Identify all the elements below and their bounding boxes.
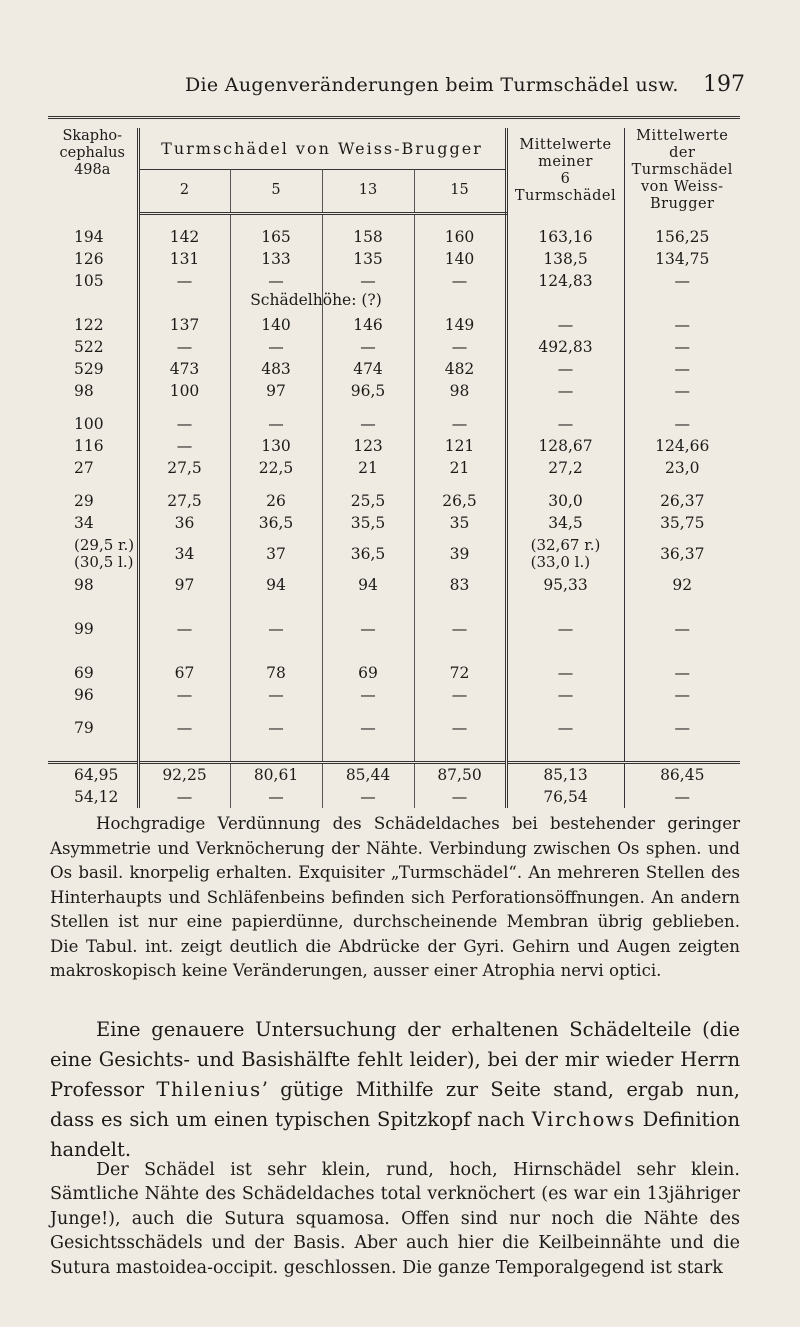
table-cell: 94 [230,574,322,596]
table-row-left-right [48,534,740,574]
table-row [48,762,740,786]
table-cell: — [674,381,690,400]
table-cell: 78 [230,662,322,684]
table-cell: — [138,618,230,640]
table-cell: — [674,414,690,433]
page-number: 197 [703,72,745,97]
table-cell: 140 [414,248,506,270]
table-row [48,435,740,457]
table-cell: — [230,717,322,739]
table-row [48,226,740,248]
table-cell: 39 [414,534,506,574]
table-cell: — [506,413,624,435]
table-cell: 98 [414,380,506,402]
table-row [48,248,740,270]
table-row [48,490,740,512]
table-cell: 135 [322,248,414,270]
table-cell: 22,5 [230,457,322,479]
table-cell: 98 [48,574,138,596]
table-cell: — [506,314,624,336]
table-cell: 473 [138,358,230,380]
table-cell: 83 [414,574,506,596]
table-cell: — [322,413,414,435]
table-row [48,662,740,684]
table-cell: 36,5 [322,534,414,574]
table-cell: 27,2 [506,457,624,479]
table-row [48,380,740,402]
section-label-schaedelhoehe: Schädelhöhe: (?) [250,290,382,309]
table-cell: 26,37 [660,491,705,510]
table-cell: 138,5 [506,248,624,270]
table-cell: — [674,619,690,638]
table-row [48,574,740,596]
paragraph-skull-description [50,1140,740,1298]
table-cell: 35,5 [322,512,414,534]
table-cell: 96,5 [322,380,414,402]
table-cell: — [674,663,690,682]
table-cell: — [138,435,230,457]
table-cell: — [506,717,624,739]
table-cell: 158 [322,226,414,248]
table-cell: 30,0 [506,490,624,512]
table-cell: 126 [48,248,138,270]
table-cell: 483 [230,358,322,380]
table-cell: — [674,718,690,737]
table-cell: 27,5 [138,457,230,479]
table-cell: 100 [48,413,138,435]
table-cell: — [230,336,322,358]
table-cell: 36 [138,512,230,534]
table-cell: 529 [48,358,138,380]
table-cell: — [414,336,506,358]
table-cell: 69 [322,662,414,684]
table-cell: — [506,358,624,380]
table-cell: 123 [322,435,414,457]
table-cell: — [674,685,690,704]
section-label-row [48,292,740,314]
table-cell: 522 [48,336,138,358]
table-cell: — [506,380,624,402]
table-cell: 86,45 [624,762,740,786]
table-row [48,618,740,640]
table-cell: — [322,618,414,640]
table-cell: 133 [230,248,322,270]
table-cell: 34 [48,512,138,534]
table-cell: — [674,315,690,334]
table-cell: 105 [48,270,138,292]
table-cell: 69 [48,662,138,684]
table-cell: 85,44 [322,762,414,786]
table-cell: 36,5 [230,512,322,534]
table-cell: — [414,413,506,435]
table-cell: 124,83 [506,270,624,292]
table-cell: 121 [414,435,506,457]
table-cell: 67 [138,662,230,684]
table-row [48,413,740,435]
table-cell: 98 [48,380,138,402]
table-cell: 87,50 [414,762,506,786]
table-cell: — [230,786,322,808]
table-cell: 492,83 [506,336,624,358]
table-cell: — [138,270,230,292]
table-cell: 37 [230,534,322,574]
paragraph-3: Der Schädel ist sehr klein, rund, hoch, Hirnschädel sehr klein. Sämtliche Nähte des Schädeldaches total verknöchert (es war ein 13jähriger Junge!), auch die Sutura squamosa. Offen sind nur noch die Nähte des Gesichtsschädels und der Basis. Aber auch hier die Keilbeinnähte und die Sutura mastoidea-occipit. geschlossen. Die ganze Temporalgegend ist stark [50,1159,740,1278]
table-cell: — [414,786,506,808]
table-cell: — [322,684,414,706]
table-cell: 27 [48,457,138,479]
table-cell: 54,12 [48,786,138,808]
table-cell: 35 [414,512,506,534]
table-cell: — [138,717,230,739]
table-cell: 23,0 [664,458,700,477]
paragraph-2: Eine genauere Untersuchung der erhaltenen Schädelteile (die eine Gesichts- und Basishälfte fehlt leider), bei der mir wieder Herrn Professor Thilenius’ gütige Mithilfe zur Seite stand, ergab nun, dass es sich um einen typischen Spitzkopf nach Virchows Definition handelt. [50,1018,741,1161]
stacked-values: (32,67 r.) (33,0 l.) [530,535,601,571]
table-cell: — [506,662,624,684]
table-cell: 97 [138,574,230,596]
table-cell: 80,61 [230,762,322,786]
table-cell: 34,5 [506,512,624,534]
subheader-2: 2 [138,170,230,213]
stacked-values: (29,5 r.) (30,5 l.) [74,535,135,571]
table-cell: — [322,270,414,292]
table-cell: — [506,618,624,640]
table-cell: 149 [414,314,506,336]
subheader-15: 15 [414,170,506,213]
table-cell: 76,54 [506,786,624,808]
table-cell: 100 [138,380,230,402]
table-cell: — [674,787,690,806]
header-skaphocephalus: Skapho- cephalus 498a [48,128,138,213]
table-cell: 72 [414,662,506,684]
table-cell: 194 [48,226,138,248]
table-cell: 26 [230,490,322,512]
table-cell: 95,33 [506,574,624,596]
table-cell: — [138,786,230,808]
table-cell: 134,75 [655,249,710,268]
table-cell: 165 [230,226,322,248]
table-cell: — [230,413,322,435]
header-turmschaedel-group: Turmschädel von Weiss-Brugger [138,128,506,170]
subheader-13: 13 [322,170,414,213]
table-cell: — [230,618,322,640]
name-thilenius: Thilenius [156,1078,262,1101]
table-row [48,717,740,739]
table-cell: 96 [48,684,138,706]
table-cell: 26,5 [414,490,506,512]
paragraph-description [50,812,740,984]
table-cell: — [414,717,506,739]
table-cell: 27,5 [138,490,230,512]
table-cell: 21 [322,457,414,479]
table-cell: — [414,270,506,292]
table-row [48,314,740,336]
table-cell: 79 [48,717,138,739]
table-cell: — [138,336,230,358]
table-cell: 146 [322,314,414,336]
table-cell: 99 [48,618,138,640]
table-cell: 482 [414,358,506,380]
table-cell: 128,67 [506,435,624,457]
table-cell: 92 [672,575,693,594]
table-cell: 142 [138,226,230,248]
table-cell: 474 [322,358,414,380]
table-cell: 36,37 [660,544,705,563]
measurement-table [48,116,740,808]
table-row [48,512,740,534]
table-cell: — [322,717,414,739]
name-virchows: Virchows [531,1108,636,1131]
paragraph-1: Hochgradige Verdünnung des Schädeldaches bei bestehender geringer Asymmetrie und Verknöcherung der Nähte. Verbindung zwischen Os sphen. und Os basil. knorpelig erhalten. Exquisiter „Turmschädel“. An mehreren Stellen des Hinterhaupts und Schläfenbeins befinden sich Perforationsöffnungen. An andern Stellen ist nur eine papierdünne, durchscheinende Membran übrig geblieben. Die Tabul. int. zeigt deutlich die Abdrücke der Gyri. Gehirn und Augen zeigten makroskopisch keine Veränderungen, ausser einer Atrophia nervi optici. [50,814,740,980]
table-cell: 97 [230,380,322,402]
table-row [48,684,740,706]
table-cell: 130 [230,435,322,457]
table-cell: — [414,684,506,706]
table-cell: 124,66 [655,436,710,455]
table-cell: 29 [48,490,138,512]
table-cell: 156,25 [655,227,710,246]
table-cell: 85,13 [506,762,624,786]
header-mean-own: Mittelwerte meiner 6 Turmschädel [506,128,624,213]
table-cell: — [506,684,624,706]
table-cell: 94 [322,574,414,596]
table-cell: — [322,786,414,808]
table-cell: — [322,336,414,358]
table-cell: 21 [414,457,506,479]
table-row [48,786,740,808]
running-head-title: Die Augenveränderungen beim Turmschädel usw. [185,74,679,96]
running-header [0,70,800,100]
table-cell: — [674,271,690,290]
table-cell: — [138,684,230,706]
table-cell: 137 [138,314,230,336]
table-cell: — [138,413,230,435]
table-cell: — [414,618,506,640]
table-cell: 34 [138,534,230,574]
table-cell: 131 [138,248,230,270]
table-cell: 35,75 [660,513,705,532]
table-cell: 92,25 [138,762,230,786]
header-mean-weiss-brugger: Mittelwerte der Turmschädel von Weiss- Brugger [631,128,733,212]
table-cell: 160 [414,226,506,248]
table-cell: — [230,270,322,292]
table-cell: 25,5 [322,490,414,512]
table-row [48,358,740,380]
table-cell: — [230,684,322,706]
subheader-5: 5 [230,170,322,213]
table-cell: 163,16 [506,226,624,248]
table-row [48,336,740,358]
table-cell: 122 [48,314,138,336]
table-cell: — [674,337,690,356]
table-cell: — [674,359,690,378]
table-cell: 64,95 [48,762,138,786]
table-cell: 116 [48,435,138,457]
table-row [48,457,740,479]
table-cell: 140 [230,314,322,336]
